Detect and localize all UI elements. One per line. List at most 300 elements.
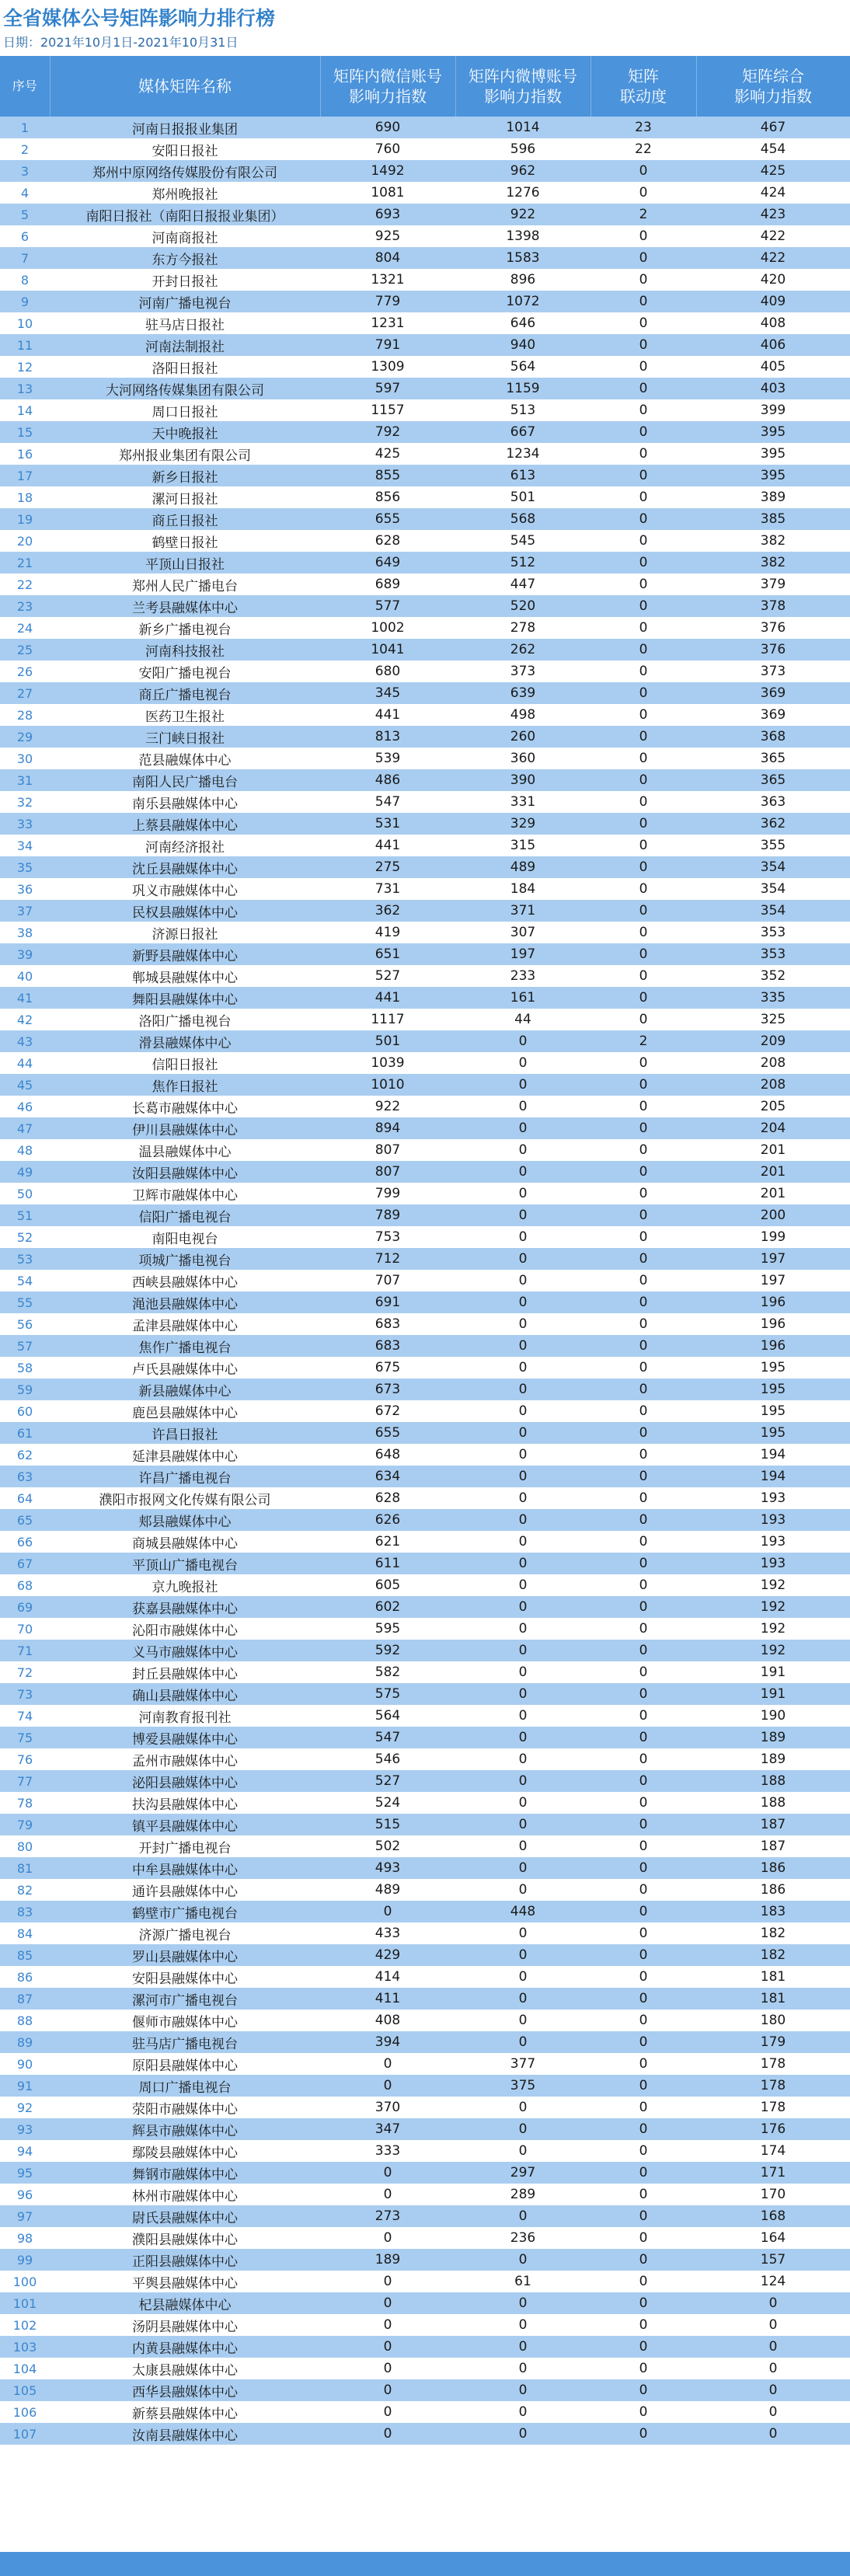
table-row	[0, 922, 850, 943]
cell-composite-index: 0	[768, 2361, 778, 2376]
cell-name: 汝阳县融媒体中心	[132, 1166, 238, 1182]
cell-name: 漯河市广播电视台	[132, 1992, 238, 2009]
cell-linkage: 0	[639, 1251, 648, 1267]
cell-composite-index: 354	[760, 881, 786, 897]
table-row	[0, 117, 850, 138]
cell-weibo-index: 0	[518, 1447, 528, 1462]
cell-linkage: 0	[639, 685, 648, 701]
cell-wechat-index: 524	[374, 1795, 401, 1811]
cell-weibo-index: 0	[518, 1425, 528, 1441]
cell-composite-index: 354	[760, 859, 786, 875]
cell-wechat-index: 1492	[371, 163, 405, 179]
cell-composite-index: 379	[760, 577, 786, 592]
table-row	[0, 530, 850, 552]
table-row	[0, 1422, 850, 1444]
table-row	[0, 1009, 850, 1030]
table-row	[0, 291, 850, 312]
cell-index: 48	[16, 1142, 33, 1158]
table-row	[0, 1183, 850, 1204]
table-row	[0, 1966, 850, 1988]
cell-linkage: 0	[639, 2187, 648, 2202]
cell-wechat-index: 648	[374, 1447, 401, 1462]
cell-wechat-index: 0	[383, 2078, 392, 2093]
cell-linkage: 0	[639, 881, 648, 897]
cell-name: 郑州晚报社	[152, 186, 218, 203]
cell-weibo-index: 0	[518, 1947, 528, 1963]
cell-linkage: 0	[639, 772, 648, 788]
cell-name: 郑州中原网络传媒股份有限公司	[92, 165, 277, 181]
cell-linkage: 0	[639, 446, 648, 462]
cell-composite-index: 193	[760, 1534, 786, 1549]
cell-name: 河南广播电视台	[138, 295, 232, 312]
table-row	[0, 1814, 850, 1835]
cell-index: 77	[16, 1773, 33, 1789]
header-name: 媒体矩阵名称	[50, 56, 320, 117]
cell-name: 驻马店广播电视台	[132, 2036, 238, 2052]
cell-linkage: 0	[639, 1904, 648, 1919]
cell-name: 医药卫生报社	[145, 709, 225, 725]
cell-weibo-index: 262	[510, 642, 536, 657]
cell-wechat-index: 655	[374, 1425, 401, 1441]
table-row	[0, 1661, 850, 1683]
cell-wechat-index: 855	[374, 468, 401, 483]
cell-linkage: 0	[639, 2165, 648, 2180]
table-row	[0, 1357, 850, 1379]
cell-name: 安阳日报社	[152, 143, 218, 159]
cell-weibo-index: 1398	[506, 228, 540, 244]
cell-wechat-index: 628	[374, 1490, 401, 1506]
cell-wechat-index: 1321	[371, 272, 405, 288]
cell-linkage: 0	[639, 2034, 648, 2050]
table-row	[0, 791, 850, 813]
cell-linkage: 0	[639, 925, 648, 940]
cell-index: 63	[16, 1469, 33, 1484]
cell-name: 商丘广播电视台	[138, 687, 232, 703]
cell-composite-index: 0	[768, 2295, 778, 2311]
cell-composite-index: 178	[760, 2078, 786, 2093]
cell-weibo-index: 1159	[506, 381, 540, 396]
cell-linkage: 0	[639, 2121, 648, 2137]
table-row	[0, 2031, 850, 2053]
cell-name: 范县融媒体中心	[138, 752, 232, 769]
cell-index: 22	[16, 577, 33, 592]
cell-weibo-index: 639	[510, 685, 536, 701]
cell-index: 104	[12, 2361, 37, 2376]
cell-wechat-index: 655	[374, 511, 401, 527]
cell-linkage: 0	[639, 2252, 648, 2268]
cell-composite-index: 196	[760, 1316, 786, 1332]
table-row	[0, 1313, 850, 1335]
cell-wechat-index: 626	[374, 1512, 401, 1528]
cell-composite-index: 382	[760, 533, 786, 549]
cell-wechat-index: 760	[374, 141, 401, 157]
cell-wechat-index: 0	[383, 2165, 392, 2180]
table-row	[0, 835, 850, 856]
cell-name: 新野县融媒体中心	[132, 948, 238, 964]
cell-index: 34	[16, 838, 33, 853]
cell-linkage: 0	[639, 990, 648, 1006]
cell-linkage: 0	[639, 1664, 648, 1680]
cell-linkage: 0	[639, 424, 648, 440]
cell-index: 60	[16, 1403, 33, 1419]
cell-index: 97	[16, 2208, 33, 2224]
cell-name: 天中晚报社	[152, 426, 218, 442]
cell-index: 88	[16, 2013, 33, 2028]
cell-index: 41	[16, 990, 33, 1006]
cell-linkage: 0	[639, 1599, 648, 1615]
cell-index: 25	[16, 642, 33, 657]
cell-wechat-index: 419	[374, 925, 401, 940]
cell-index: 66	[16, 1534, 33, 1549]
cell-name: 濮阳县融媒体中心	[132, 2232, 238, 2248]
cell-linkage: 0	[639, 859, 648, 875]
cell-name: 西峡县融媒体中心	[132, 1274, 238, 1291]
cell-name: 确山县融媒体中心	[132, 1688, 238, 1704]
page-title: 全省媒体公号矩阵影响力排行榜	[3, 7, 276, 30]
cell-linkage: 0	[639, 2274, 648, 2289]
table-row	[0, 356, 850, 378]
cell-index: 10	[16, 315, 33, 331]
cell-index: 43	[16, 1034, 33, 1049]
table-row	[0, 595, 850, 617]
cell-linkage: 0	[639, 468, 648, 483]
cell-wechat-index: 273	[374, 2208, 401, 2224]
cell-wechat-index: 925	[374, 228, 401, 244]
cell-index: 28	[16, 707, 33, 723]
cell-weibo-index: 1583	[506, 250, 540, 266]
cell-name: 孟津县融媒体中心	[132, 1318, 238, 1334]
cell-index: 61	[16, 1425, 33, 1441]
cell-composite-index: 409	[760, 294, 786, 309]
cell-composite-index: 335	[760, 990, 786, 1006]
cell-composite-index: 189	[760, 1752, 786, 1767]
table-row	[0, 965, 850, 987]
cell-wechat-index: 592	[374, 1643, 401, 1658]
cell-composite-index: 208	[760, 1077, 786, 1093]
table-row	[0, 2249, 850, 2271]
table-row	[0, 1770, 850, 1792]
cell-name: 信阳广播电视台	[138, 1209, 232, 1225]
cell-name: 信阳日报社	[152, 1057, 218, 1073]
cell-weibo-index: 0	[518, 1969, 528, 1985]
cell-name: 郏县融媒体中心	[138, 1514, 232, 1530]
cell-name: 新县融媒体中心	[138, 1383, 232, 1400]
cell-composite-index: 405	[760, 359, 786, 375]
cell-name: 西华县融媒体中心	[132, 2384, 238, 2400]
cell-weibo-index: 0	[518, 2383, 528, 2398]
cell-name: 郸城县融媒体中心	[132, 970, 238, 986]
cell-wechat-index: 807	[374, 1142, 401, 1158]
table-row	[0, 204, 850, 225]
cell-name: 京九晚报社	[152, 1579, 218, 1595]
cell-name: 新乡日报社	[152, 469, 218, 486]
cell-index: 29	[16, 729, 33, 744]
cell-index: 37	[16, 903, 33, 919]
cell-name: 上蔡县融媒体中心	[132, 817, 238, 834]
cell-wechat-index: 1002	[371, 620, 405, 636]
cell-weibo-index: 289	[510, 2187, 536, 2202]
table-row	[0, 2358, 850, 2379]
cell-linkage: 0	[639, 1099, 648, 1114]
cell-name: 汝南县融媒体中心	[132, 2428, 238, 2444]
cell-wechat-index: 441	[374, 707, 401, 723]
cell-linkage: 0	[639, 1795, 648, 1811]
cell-weibo-index: 0	[518, 1469, 528, 1484]
cell-wechat-index: 575	[374, 1686, 401, 1702]
table-row	[0, 334, 850, 356]
cell-linkage: 0	[639, 2208, 648, 2224]
cell-index: 1	[20, 120, 30, 135]
table-row	[0, 2053, 850, 2075]
cell-name: 延津县融媒体中心	[132, 1448, 238, 1465]
cell-index: 52	[16, 1229, 33, 1245]
cell-weibo-index: 520	[510, 598, 536, 614]
cell-name: 河南法制报社	[145, 339, 225, 355]
table-row	[0, 2205, 850, 2227]
cell-wechat-index: 621	[374, 1534, 401, 1549]
cell-linkage: 0	[639, 729, 648, 744]
cell-wechat-index: 370	[374, 2100, 401, 2115]
cell-index: 95	[16, 2165, 33, 2180]
table-row	[0, 2292, 850, 2314]
cell-index: 53	[16, 1251, 33, 1267]
cell-weibo-index: 0	[518, 1186, 528, 1201]
table-row	[0, 617, 850, 639]
cell-name: 原阳县融媒体中心	[132, 2058, 238, 2074]
cell-weibo-index: 360	[510, 751, 536, 766]
cell-wechat-index: 531	[374, 816, 401, 831]
table-row	[0, 486, 850, 508]
table-row	[0, 1030, 850, 1052]
cell-weibo-index: 0	[518, 1251, 528, 1267]
cell-wechat-index: 345	[374, 685, 401, 701]
table-row	[0, 2227, 850, 2249]
table-row	[0, 1792, 850, 1814]
cell-composite-index: 190	[760, 1708, 786, 1724]
cell-weibo-index: 667	[510, 424, 536, 440]
cell-name: 平顶山广播电视台	[132, 1557, 238, 1574]
cell-linkage: 0	[639, 1447, 648, 1462]
cell-composite-index: 195	[760, 1403, 786, 1419]
cell-name: 濮阳市报网文化传媒有限公司	[99, 1492, 271, 1508]
cell-name: 辉县市融媒体中心	[132, 2123, 238, 2139]
cell-wechat-index: 707	[374, 1273, 401, 1288]
table-row	[0, 1922, 850, 1944]
cell-wechat-index: 683	[374, 1338, 401, 1354]
cell-linkage: 0	[639, 1142, 648, 1158]
cell-name: 开封广播电视台	[138, 1840, 232, 1856]
cell-linkage: 0	[639, 1926, 648, 1941]
cell-linkage: 0	[639, 577, 648, 592]
cell-wechat-index: 539	[374, 751, 401, 766]
cell-composite-index: 188	[760, 1795, 786, 1811]
cell-index: 85	[16, 1947, 33, 1963]
cell-composite-index: 0	[768, 2404, 778, 2420]
cell-wechat-index: 628	[374, 533, 401, 549]
cell-weibo-index: 0	[518, 1034, 528, 1049]
cell-index: 5	[20, 207, 30, 222]
cell-composite-index: 174	[760, 2143, 786, 2159]
cell-wechat-index: 691	[374, 1295, 401, 1310]
header-index: 序号	[0, 56, 50, 117]
cell-weibo-index: 0	[518, 2339, 528, 2355]
cell-linkage: 0	[639, 2426, 648, 2442]
cell-wechat-index: 515	[374, 1817, 401, 1832]
cell-index: 81	[16, 1860, 33, 1876]
table-row	[0, 1748, 850, 1770]
cell-weibo-index: 0	[518, 1316, 528, 1332]
cell-composite-index: 422	[760, 228, 786, 244]
cell-index: 40	[16, 968, 33, 984]
table-row	[0, 443, 850, 465]
cell-linkage: 0	[639, 1316, 648, 1332]
cell-linkage: 0	[639, 1534, 648, 1549]
cell-weibo-index: 0	[518, 1882, 528, 1898]
cell-wechat-index: 0	[383, 2383, 392, 2398]
cell-wechat-index: 347	[374, 2121, 401, 2137]
cell-linkage: 0	[639, 1621, 648, 1637]
cell-index: 39	[16, 946, 33, 962]
cell-wechat-index: 582	[374, 1664, 401, 1680]
cell-composite-index: 378	[760, 598, 786, 614]
cell-weibo-index: 315	[510, 838, 536, 853]
cell-linkage: 0	[639, 1947, 648, 1963]
cell-name: 河南经济报社	[145, 839, 225, 856]
cell-index: 59	[16, 1382, 33, 1397]
cell-composite-index: 171	[760, 2165, 786, 2180]
cell-linkage: 0	[639, 2361, 648, 2376]
cell-name: 平顶山日报社	[145, 556, 225, 573]
cell-index: 31	[16, 772, 33, 788]
cell-weibo-index: 0	[518, 2404, 528, 2420]
cell-composite-index: 124	[760, 2274, 786, 2289]
cell-linkage: 0	[639, 228, 648, 244]
cell-wechat-index: 0	[383, 2361, 392, 2376]
cell-composite-index: 376	[760, 642, 786, 657]
cell-name: 沁阳市融媒体中心	[132, 1623, 238, 1639]
cell-wechat-index: 675	[374, 1360, 401, 1375]
cell-composite-index: 193	[760, 1556, 786, 1571]
cell-composite-index: 368	[760, 729, 786, 744]
cell-weibo-index: 0	[518, 2100, 528, 2115]
table-row	[0, 1139, 850, 1161]
cell-index: 24	[16, 620, 33, 636]
cell-linkage: 0	[639, 381, 648, 396]
cell-linkage: 0	[639, 403, 648, 418]
cell-wechat-index: 0	[383, 2404, 392, 2420]
cell-composite-index: 365	[760, 772, 786, 788]
cell-linkage: 0	[639, 1164, 648, 1180]
cell-composite-index: 201	[760, 1142, 786, 1158]
cell-wechat-index: 680	[374, 664, 401, 679]
cell-index: 90	[16, 2056, 33, 2072]
cell-weibo-index: 377	[510, 2056, 536, 2072]
cell-wechat-index: 0	[383, 2274, 392, 2289]
cell-index: 27	[16, 685, 33, 701]
cell-linkage: 0	[639, 664, 648, 679]
cell-wechat-index: 333	[374, 2143, 401, 2159]
cell-name: 滑县融媒体中心	[138, 1035, 232, 1051]
cell-composite-index: 195	[760, 1425, 786, 1441]
table-row	[0, 1509, 850, 1531]
cell-name: 伊川县融媒体中心	[132, 1122, 238, 1138]
cell-name: 封丘县融媒体中心	[132, 1666, 238, 1682]
cell-wechat-index: 595	[374, 1621, 401, 1637]
cell-composite-index: 201	[760, 1186, 786, 1201]
cell-weibo-index: 0	[518, 1621, 528, 1637]
table-row	[0, 1291, 850, 1313]
cell-linkage: 0	[639, 1360, 648, 1375]
table-row	[0, 769, 850, 791]
cell-linkage: 0	[639, 620, 648, 636]
cell-wechat-index: 0	[383, 1904, 392, 1919]
cell-composite-index: 178	[760, 2100, 786, 2115]
cell-weibo-index: 0	[518, 1817, 528, 1832]
cell-composite-index: 157	[760, 2252, 786, 2268]
table-row	[0, 1117, 850, 1139]
cell-weibo-index: 0	[518, 2295, 528, 2311]
cell-weibo-index: 0	[518, 2208, 528, 2224]
cell-weibo-index: 0	[518, 1708, 528, 1724]
cell-wechat-index: 1081	[371, 185, 405, 200]
cell-wechat-index: 429	[374, 1947, 401, 1963]
cell-linkage: 0	[639, 1817, 648, 1832]
cell-linkage: 0	[639, 1708, 648, 1724]
cell-index: 82	[16, 1882, 33, 1898]
cell-composite-index: 422	[760, 250, 786, 266]
cell-name: 许昌日报社	[152, 1427, 218, 1443]
cell-composite-index: 168	[760, 2208, 786, 2224]
cell-index: 21	[16, 555, 33, 570]
cell-linkage: 0	[639, 1577, 648, 1593]
cell-composite-index: 382	[760, 555, 786, 570]
cell-name: 商丘日报社	[152, 513, 218, 529]
cell-composite-index: 199	[760, 1229, 786, 1245]
cell-index: 96	[16, 2187, 33, 2202]
cell-composite-index: 195	[760, 1360, 786, 1375]
cell-name: 卢氏县融媒体中心	[132, 1361, 238, 1378]
cell-index: 7	[20, 250, 30, 266]
cell-weibo-index: 489	[510, 859, 536, 875]
cell-weibo-index: 260	[510, 729, 536, 744]
cell-name: 获嘉县融媒体中心	[132, 1601, 238, 1617]
cell-composite-index: 170	[760, 2187, 786, 2202]
cell-name: 鹿邑县融媒体中心	[132, 1405, 238, 1421]
cell-index: 20	[16, 533, 33, 549]
cell-index: 106	[12, 2404, 37, 2420]
table-row	[0, 1400, 850, 1422]
cell-wechat-index: 414	[374, 1969, 401, 1985]
cell-index: 76	[16, 1752, 33, 1767]
cell-wechat-index: 546	[374, 1752, 401, 1767]
cell-wechat-index: 690	[374, 120, 401, 135]
table-row	[0, 1835, 850, 1857]
header-composite-index: 矩阵综合 影响力指数	[696, 56, 850, 117]
cell-index: 19	[16, 511, 33, 527]
cell-weibo-index: 0	[518, 2252, 528, 2268]
cell-wechat-index: 605	[374, 1577, 401, 1593]
cell-wechat-index: 611	[374, 1556, 401, 1571]
cell-index: 49	[16, 1164, 33, 1180]
cell-linkage: 0	[639, 2404, 648, 2420]
cell-wechat-index: 489	[374, 1882, 401, 1898]
cell-index: 91	[16, 2078, 33, 2093]
cell-weibo-index: 0	[518, 1055, 528, 1071]
cell-linkage: 0	[639, 1295, 648, 1310]
cell-index: 2	[20, 141, 30, 157]
cell-wechat-index: 1041	[371, 642, 405, 657]
cell-weibo-index: 0	[518, 2143, 528, 2159]
